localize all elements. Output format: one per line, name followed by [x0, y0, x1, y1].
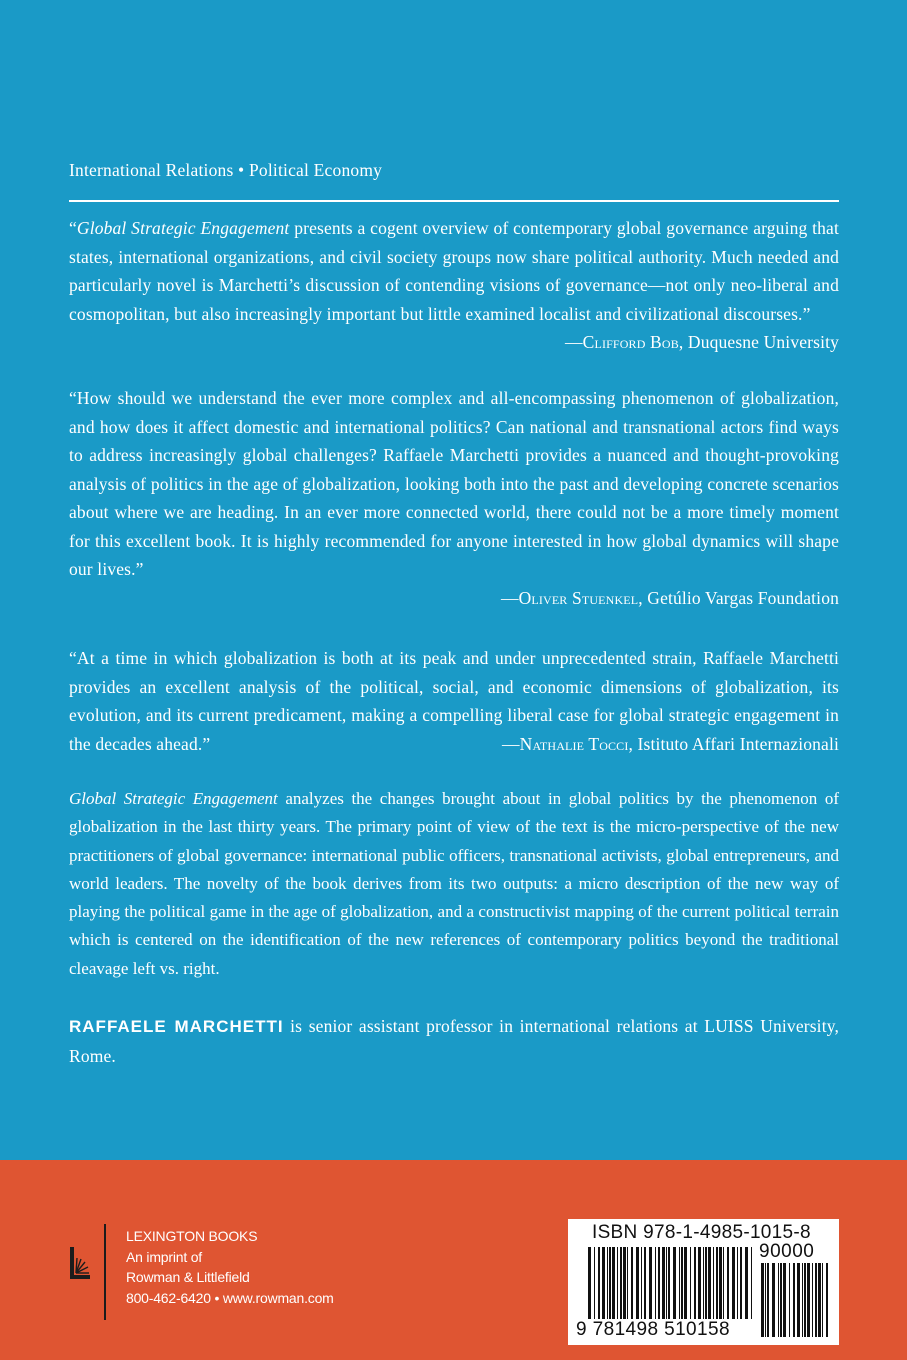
- quote-open: “: [69, 218, 77, 238]
- book-title: Global Strategic Engagement: [69, 789, 278, 808]
- author-name: —Clifford Bob: [565, 332, 679, 352]
- publisher-logo-icon: [70, 1247, 90, 1279]
- book-title: Global Strategic Engagement: [76, 218, 290, 238]
- publisher-contact: 800-462-6420 • www.rowman.com: [126, 1289, 334, 1306]
- quote-attribution: [69, 584, 839, 613]
- divider-rule: [69, 200, 839, 202]
- publisher-name: LEXINGTON BOOKS: [126, 1228, 258, 1244]
- endorsement-1: [69, 214, 839, 357]
- quote-attribution: [565, 328, 839, 357]
- author-affiliation: , Istituto Affari Internazionali: [628, 733, 839, 754]
- quote-body: “How should we understand the ever more complex and all-encompassing phenomenon of globalization, and how does it affect domestic and international politics? Can national and transnational actors find ways to address increasingly global challenges? Raffaele Marchetti provides a nuanced and thought-provoking analysis of politics in the age of globalization, looking both into the past and developing concrete scenarios about where we are heading. In an ever more connected world, there could not be a more timely moment for this excellent book. It is highly recommended for anyone interested in how global dynamics will shape our lives.”: [69, 388, 839, 579]
- publisher-imprint: An imprint of: [126, 1248, 202, 1265]
- author-affiliation: , Getúlio Vargas Foundation: [638, 587, 839, 608]
- isbn-barcode: [568, 1219, 839, 1345]
- book-description: [69, 785, 839, 983]
- bio-text: is senior assistant professor in international relations at LUISS University, Rome.: [69, 1016, 839, 1066]
- subject-category: International Relations • Political Economy: [69, 160, 383, 180]
- publisher-divider: [104, 1224, 106, 1320]
- publisher-info: [126, 1226, 334, 1308]
- price-addon: 90000: [759, 1241, 815, 1262]
- quote-body: presents a cogent overview of contemporary global governance arguing that states, international organizations, and civil society groups now share political authority. Much needed and particularly novel is Marchetti’s discussion of contending visions of governance—not only neo-liberal and cosmopolitan, but also increasingly important but little examined localist and civilizational discourses.”: [69, 218, 839, 324]
- author-name: —Oliver Stuenkel: [500, 587, 639, 608]
- publisher-parent: Rowman & Littlefield: [126, 1269, 250, 1285]
- isbn-label: ISBN 978-1-4985-1015-8: [592, 1222, 811, 1243]
- endorsement-3: [69, 644, 839, 758]
- quote-body: “At a time in which globalization is both at its peak and under unprecedented strain, Raffaele Marchetti provides an excellent analysis of the political, social, and economic dimensions of globalization, its evolution, and its current predicament, making a compelling liberal case for global strategic engagement in the decades ahead.”: [69, 648, 839, 754]
- isbn-digits: 9 781498 510158: [576, 1319, 730, 1340]
- description-body: analyzes the changes brought about in global politics by the phenomenon of globalization in the last thirty years. The primary point of view of the text is the micro-perspective of the new practitioners of global governance: international public officers, transnational activists, global entrepreneurs, and world leaders. The novelty of the book derives from its two outputs: a micro description of the new way of playing the political game in the age of globalization, and a constructivist mapping of the current political terrain which is centered on the identification of the new references of contemporary politics beyond the traditional cleavage left vs. right.: [69, 789, 839, 978]
- quote-attribution: [502, 730, 839, 759]
- author-affiliation: , Duquesne University: [678, 332, 839, 352]
- bio-author-name: RAFFAELE MARCHETTI: [69, 1017, 284, 1036]
- author-name: —Nathalie Tocci: [502, 733, 629, 754]
- endorsement-2: [69, 384, 839, 612]
- author-bio: [69, 1012, 839, 1070]
